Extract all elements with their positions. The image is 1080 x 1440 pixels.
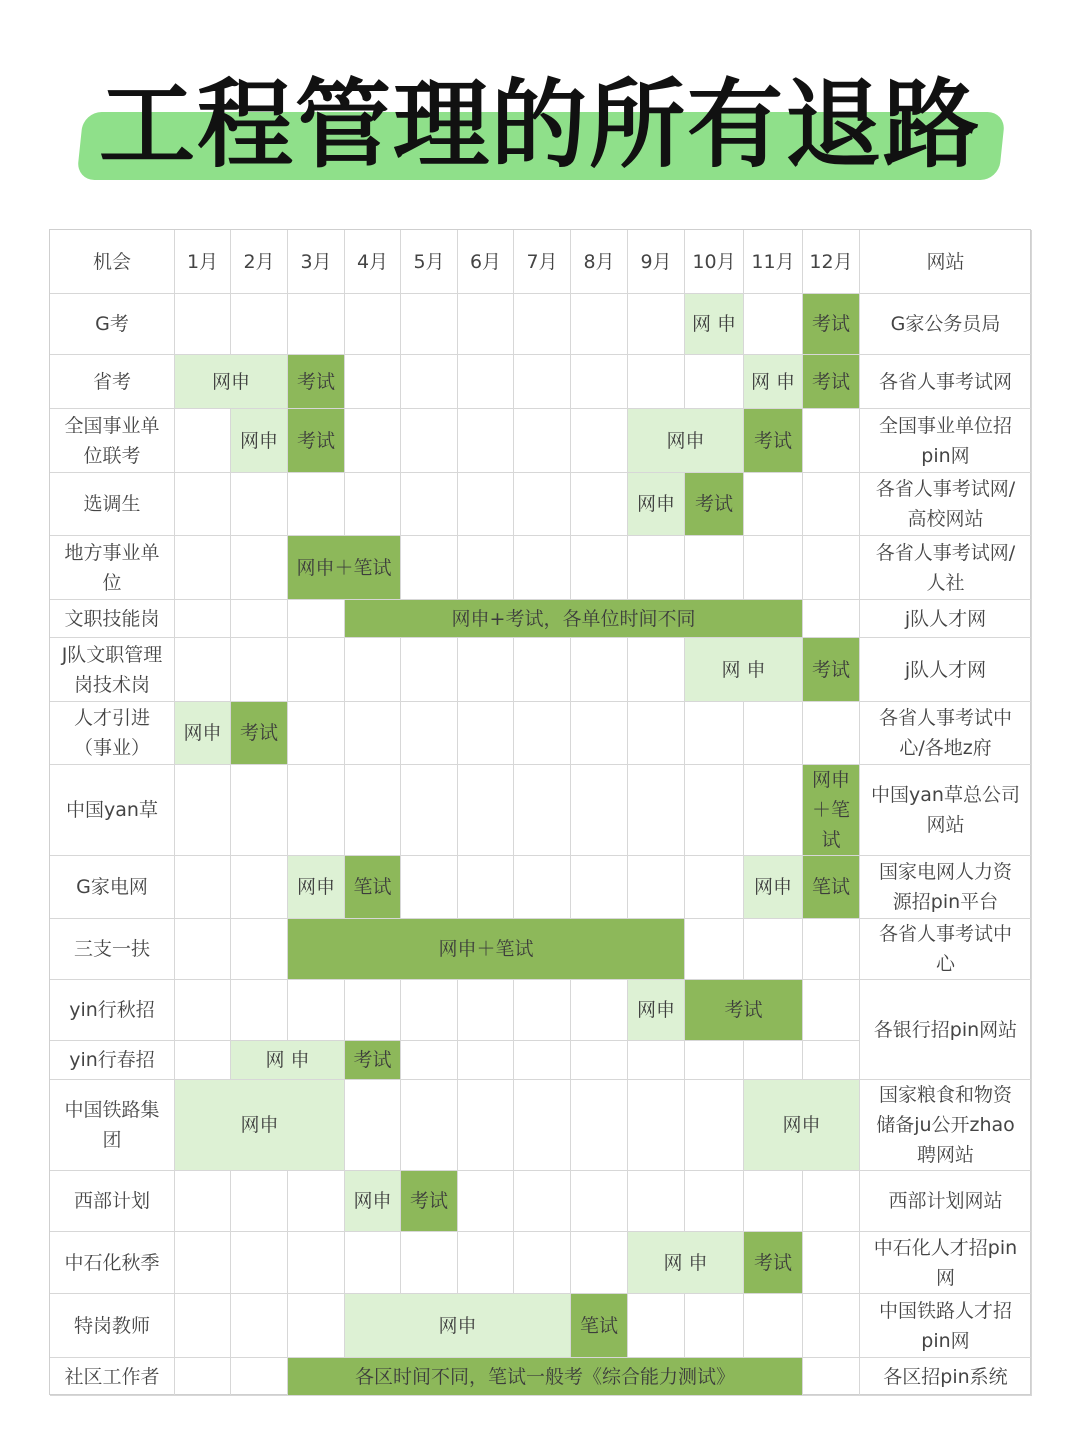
empty-cell [514,1041,571,1080]
header-website: 网站 [860,230,1032,294]
empty-cell [685,355,744,409]
empty-cell [744,536,803,600]
empty-cell [514,536,571,600]
empty-cell [231,919,288,980]
header-month: 2月 [231,230,288,294]
empty-cell [628,702,685,765]
row-label: 省考 [50,355,175,409]
website-cell: 各区招pin系统 [860,1358,1032,1396]
empty-cell [175,856,231,919]
empty-cell [175,294,231,355]
empty-cell [401,856,458,919]
empty-cell [514,1232,571,1294]
empty-cell [685,702,744,765]
empty-cell [401,702,458,765]
empty-cell [628,638,685,702]
website-cell: j队人才网 [860,600,1032,638]
apply-bar: 网申 [628,473,685,536]
empty-cell [628,355,685,409]
row-label: 中国yan草 [50,765,175,856]
header-month: 7月 [514,230,571,294]
exam-bar: 考试 [401,1171,458,1232]
website-cell: 国家粮食和物资储备ju公开zhao聘网站 [860,1080,1032,1171]
empty-cell [175,638,231,702]
empty-cell [803,600,860,638]
empty-cell [401,1232,458,1294]
empty-cell [458,638,514,702]
empty-cell [514,1080,571,1171]
empty-cell [514,765,571,856]
apply-bar: 网申 [288,856,345,919]
empty-cell [458,765,514,856]
empty-cell [231,473,288,536]
apply-bar: 网 申 [685,638,803,702]
row-label: yin行秋招 [50,980,175,1041]
empty-cell [685,1294,744,1358]
header-month: 11月 [744,230,803,294]
empty-cell [803,980,860,1041]
empty-cell [514,409,571,473]
empty-cell [345,355,401,409]
exam-bar: 考试 [744,409,803,473]
empty-cell [628,294,685,355]
empty-cell [401,409,458,473]
row-label: 西部计划 [50,1171,175,1232]
empty-cell [401,536,458,600]
empty-cell [175,1171,231,1232]
empty-cell [175,765,231,856]
empty-cell [401,765,458,856]
row-label: 人才引进（事业） [50,702,175,765]
empty-cell [514,856,571,919]
empty-cell [345,765,401,856]
empty-cell [744,1041,803,1080]
empty-cell [231,600,288,638]
row-label: G家电网 [50,856,175,919]
empty-cell [231,1171,288,1232]
empty-cell [803,1041,860,1080]
empty-cell [685,765,744,856]
apply-bar: 网 申 [628,1232,744,1294]
schedule-table [49,229,1031,1395]
apply-bar: 网申 [345,1171,401,1232]
empty-cell [458,702,514,765]
empty-cell [571,536,628,600]
empty-cell [628,765,685,856]
empty-cell [571,409,628,473]
row-label: 全国事业单位联考 [50,409,175,473]
empty-cell [231,1294,288,1358]
empty-cell [231,1358,288,1396]
empty-cell [803,1171,860,1232]
apply-bar: 网申 [175,702,231,765]
exam-bar: 考试 [685,473,744,536]
empty-cell [231,638,288,702]
website-cell: 全国事业单位招pin网 [860,409,1032,473]
empty-cell [744,294,803,355]
empty-cell [345,702,401,765]
exam-bar: 考试 [803,294,860,355]
empty-cell [628,1171,685,1232]
empty-cell [458,1080,514,1171]
empty-cell [571,1171,628,1232]
empty-cell [288,294,345,355]
apply-bar: 网申 [175,355,288,409]
empty-cell [628,536,685,600]
empty-cell [571,294,628,355]
empty-cell [401,355,458,409]
apply-bar: 网申 [345,1294,571,1358]
empty-cell [231,856,288,919]
empty-cell [685,536,744,600]
header-month: 3月 [288,230,345,294]
empty-cell [744,702,803,765]
empty-cell [514,980,571,1041]
empty-cell [175,473,231,536]
apply-bar: 网申 [175,1080,345,1171]
empty-cell [175,919,231,980]
empty-cell [571,1232,628,1294]
empty-cell [288,980,345,1041]
header-month: 4月 [345,230,401,294]
empty-cell [231,765,288,856]
empty-cell [175,409,231,473]
row-label: 中石化秋季 [50,1232,175,1294]
empty-cell [685,1041,744,1080]
title-banner [0,60,1080,190]
empty-cell [571,473,628,536]
empty-cell [345,638,401,702]
header-month: 9月 [628,230,685,294]
website-cell: 各省人事考试网 [860,355,1032,409]
empty-cell [685,1080,744,1171]
apply-bar: 网申 [231,409,288,473]
website-cell: j队人才网 [860,638,1032,702]
empty-cell [514,702,571,765]
empty-cell [345,980,401,1041]
website-cell: 各省人事考试中心/各地z府 [860,702,1032,765]
empty-cell [744,765,803,856]
exam-bar: 考试 [803,638,860,702]
empty-cell [571,1041,628,1080]
website-cell: 中石化人才招pin网 [860,1232,1032,1294]
exam-bar: 考试 [288,355,345,409]
header-month: 1月 [175,230,231,294]
empty-cell [458,536,514,600]
empty-cell [231,1232,288,1294]
empty-cell [571,638,628,702]
website-cell: 中国铁路人才招pin网 [860,1294,1032,1358]
empty-cell [803,536,860,600]
empty-cell [458,980,514,1041]
empty-cell [401,1080,458,1171]
empty-cell [458,355,514,409]
exam-bar: 考试 [345,1041,401,1080]
exam-bar: 笔试 [571,1294,628,1358]
empty-cell [288,600,345,638]
empty-cell [803,919,860,980]
exam-bar: 各区时间不同，笔试一般考《综合能力测试》 [288,1358,803,1396]
empty-cell [803,1232,860,1294]
empty-cell [571,765,628,856]
exam-bar: 网申＋笔试 [288,536,401,600]
page-title: 工程管理的所有退路 [99,69,981,181]
exam-bar: 考试 [685,980,803,1041]
empty-cell [514,1171,571,1232]
empty-cell [628,1041,685,1080]
row-label: 三支一扶 [50,919,175,980]
empty-cell [571,980,628,1041]
empty-cell [288,473,345,536]
exam-bar: 考试 [803,355,860,409]
row-label: yin行春招 [50,1041,175,1080]
empty-cell [401,294,458,355]
empty-cell [514,355,571,409]
exam-bar: 笔试 [345,856,401,919]
empty-cell [803,409,860,473]
empty-cell [571,355,628,409]
row-label: 选调生 [50,473,175,536]
empty-cell [175,600,231,638]
exam-bar: 考试 [231,702,288,765]
empty-cell [458,1041,514,1080]
empty-cell [803,473,860,536]
empty-cell [401,473,458,536]
website-cell: 西部计划网站 [860,1171,1032,1232]
empty-cell [401,638,458,702]
empty-cell [744,1294,803,1358]
website-cell: 各省人事考试网/人社 [860,536,1032,600]
apply-bar: 网 申 [744,355,803,409]
empty-cell [458,856,514,919]
empty-cell [345,1080,401,1171]
row-label: 中国铁路集团 [50,1080,175,1171]
exam-bar: 网申＋笔试 [288,919,685,980]
empty-cell [231,980,288,1041]
empty-cell [571,702,628,765]
empty-cell [345,409,401,473]
empty-cell [345,473,401,536]
empty-cell [514,473,571,536]
empty-cell [175,536,231,600]
website-cell: 国家电网人力资源招pin平台 [860,856,1032,919]
empty-cell [685,919,744,980]
row-label: 特岗教师 [50,1294,175,1358]
empty-cell [175,1232,231,1294]
header-opportunity: 机会 [50,230,175,294]
empty-cell [685,1171,744,1232]
empty-cell [803,1294,860,1358]
empty-cell [175,1041,231,1080]
exam-bar: 笔试 [803,856,860,919]
header-month: 5月 [401,230,458,294]
empty-cell [514,638,571,702]
empty-cell [458,409,514,473]
row-label: 文职技能岗 [50,600,175,638]
apply-bar: 网申 [744,1080,860,1171]
exam-bar: 网申+考试，各单位时间不同 [345,600,803,638]
empty-cell [401,980,458,1041]
apply-bar: 网 申 [231,1041,345,1080]
exam-bar: 网申＋笔试 [803,765,860,856]
apply-bar: 网 申 [685,294,744,355]
empty-cell [288,638,345,702]
row-label: G考 [50,294,175,355]
row-label: 社区工作者 [50,1358,175,1396]
empty-cell [803,702,860,765]
empty-cell [744,473,803,536]
empty-cell [288,1171,345,1232]
website-cell: 中国yan草总公司网站 [860,765,1032,856]
empty-cell [571,1080,628,1171]
empty-cell [401,1041,458,1080]
empty-cell [685,856,744,919]
website-cell: 各银行招pin网站 [860,980,1032,1080]
empty-cell [744,1171,803,1232]
empty-cell [628,856,685,919]
empty-cell [458,1171,514,1232]
exam-bar: 考试 [288,409,345,473]
empty-cell [458,473,514,536]
empty-cell [458,294,514,355]
header-month: 8月 [571,230,628,294]
empty-cell [231,536,288,600]
apply-bar: 网申 [628,980,685,1041]
header-month: 12月 [803,230,860,294]
row-label: 地方事业单位 [50,536,175,600]
empty-cell [175,1294,231,1358]
apply-bar: 网申 [744,856,803,919]
empty-cell [175,980,231,1041]
website-cell: 各省人事考试网/高校网站 [860,473,1032,536]
empty-cell [345,1232,401,1294]
empty-cell [458,1232,514,1294]
empty-cell [288,765,345,856]
empty-cell [345,294,401,355]
exam-bar: 考试 [744,1232,803,1294]
apply-bar: 网申 [628,409,744,473]
empty-cell [288,702,345,765]
empty-cell [288,1232,345,1294]
empty-cell [288,1294,345,1358]
empty-cell [571,856,628,919]
empty-cell [628,1294,685,1358]
website-cell: 各省人事考试中心 [860,919,1032,980]
empty-cell [175,1358,231,1396]
empty-cell [628,1080,685,1171]
header-month: 6月 [458,230,514,294]
row-label: J队文职管理岗技术岗 [50,638,175,702]
empty-cell [744,919,803,980]
empty-cell [231,294,288,355]
header-month: 10月 [685,230,744,294]
website-cell: G家公务员局 [860,294,1032,355]
empty-cell [803,1358,860,1396]
empty-cell [514,294,571,355]
